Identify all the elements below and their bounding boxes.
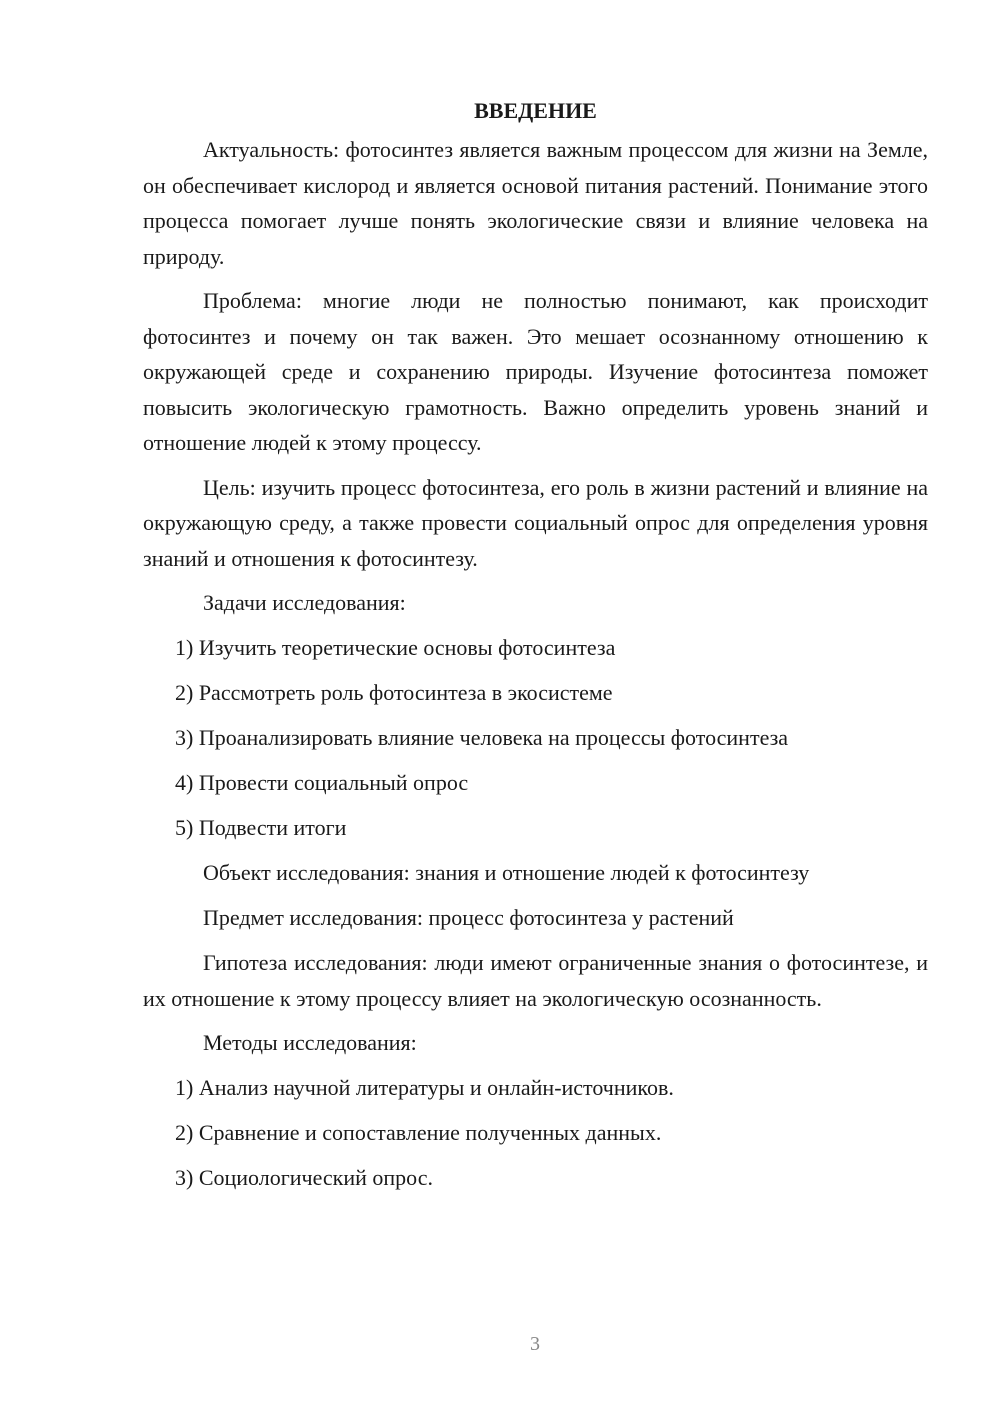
goal-paragraph: Цель: изучить процесс фотосинтеза, его роль в жизни растений и влияние на окружающую среду, а также провести социальный опрос для определения уровня знаний и отношения к фотосинтезу.: [143, 474, 928, 571]
list-item: 3) Проанализировать влияние человека на процессы фотосинтеза: [175, 725, 789, 750]
problem-paragraph: Проблема: многие люди не полностью понимают, как происходит фотосинтез и почему он так важен. Это мешает осознанному отношению к окружающей среде и сохранению природы. Изучение фотосинтеза поможет повысить экологическую грамотность. Важно определить уровень знаний и отношение людей к этому процессу.: [143, 288, 928, 455]
list-item: 1) Анализ научной литературы и онлайн-источников.: [175, 1075, 674, 1100]
section-title: ВВЕДЕНИЕ: [474, 98, 597, 123]
list-item: 5) Подвести итоги: [175, 815, 347, 840]
tasks-list: [143, 630, 928, 846]
page-number: 3: [530, 1333, 540, 1355]
list-item: 2) Рассмотреть роль фотосинтеза в экосистеме: [175, 680, 613, 705]
list-item: 4) Провести социальный опрос: [175, 770, 469, 795]
methods-heading: Методы исследования:: [203, 1030, 417, 1055]
hypothesis-paragraph: Гипотеза исследования: люди имеют ограниченные знания о фотосинтезе, и их отношение к этому процессу влияет на экологическую осознанность.: [143, 950, 928, 1011]
methods-list: [143, 1070, 928, 1196]
list-item: 1) Изучить теоретические основы фотосинтеза: [175, 635, 616, 660]
object-line: Объект исследования: знания и отношение людей к фотосинтезу: [203, 860, 810, 885]
list-item: 3) Социологический опрос.: [175, 1165, 433, 1190]
list-item: 2) Сравнение и сопоставление полученных данных.: [175, 1120, 662, 1145]
relevance-paragraph: Актуальность: фотосинтез является важным процессом для жизни на Земле, он обеспечивает кислород и является основой питания растений. Понимание этого процесса помогает лучше понять экологические связи и влияние человека на природу.: [143, 137, 928, 269]
subject-line: Предмет исследования: процесс фотосинтеза у растений: [203, 905, 734, 930]
page-content: [143, 93, 928, 1205]
tasks-heading: Задачи исследования:: [203, 590, 406, 615]
